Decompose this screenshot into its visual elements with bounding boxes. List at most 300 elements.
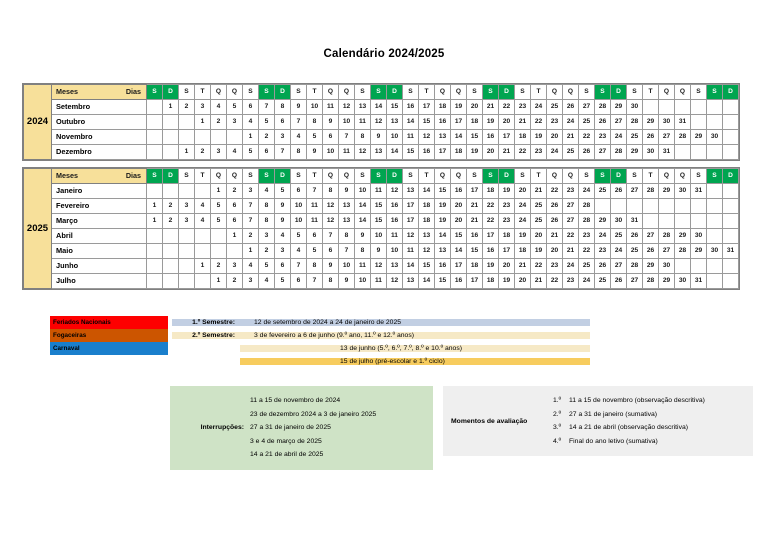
empty-cell — [675, 100, 691, 115]
evaluation-panel — [443, 386, 753, 456]
empty-cell — [675, 214, 691, 229]
day-cell: 11 — [355, 259, 371, 274]
calendar-block-2024 — [22, 83, 740, 161]
day-cell: 21 — [531, 274, 547, 289]
day-cell: 24 — [531, 100, 547, 115]
day-cell: 6 — [307, 229, 323, 244]
day-cell: 27 — [595, 145, 611, 160]
day-cell: 14 — [371, 100, 387, 115]
month-name: Novembro — [52, 130, 147, 145]
day-cell: 9 — [307, 145, 323, 160]
day-cell: 30 — [675, 184, 691, 199]
month-row — [24, 214, 739, 229]
day-cell: 25 — [595, 274, 611, 289]
day-cell: 10 — [371, 229, 387, 244]
day-cell: 20 — [547, 130, 563, 145]
day-cell: 19 — [515, 229, 531, 244]
day-cell: 22 — [483, 214, 499, 229]
day-cell: 27 — [627, 274, 643, 289]
header-dias-label: Dias — [125, 87, 141, 96]
day-cell: 12 — [355, 145, 371, 160]
day-cell: 7 — [323, 229, 339, 244]
day-cell: 15 — [467, 130, 483, 145]
day-cell: 1 — [179, 145, 195, 160]
empty-cell — [723, 184, 739, 199]
day-cell: 15 — [387, 100, 403, 115]
day-cell: 10 — [355, 274, 371, 289]
interruption-item-3: 3 e 4 de março de 2025 — [250, 437, 322, 445]
day-cell: 7 — [243, 199, 259, 214]
day-cell: 19 — [483, 259, 499, 274]
month-row — [24, 115, 739, 130]
day-cell: 12 — [371, 259, 387, 274]
empty-cell — [723, 214, 739, 229]
day-cell: 22 — [499, 100, 515, 115]
day-cell: 2 — [211, 115, 227, 130]
day-cell: 16 — [467, 229, 483, 244]
day-cell: 26 — [643, 130, 659, 145]
day-cell: 20 — [451, 199, 467, 214]
day-cell: 4 — [275, 229, 291, 244]
day-cell: 25 — [547, 100, 563, 115]
empty-cell — [659, 214, 675, 229]
day-cell: 6 — [243, 100, 259, 115]
weekday-header-11: Q — [323, 169, 339, 184]
day-cell: 3 — [227, 259, 243, 274]
empty-cell — [163, 130, 179, 145]
day-cell: 16 — [387, 214, 403, 229]
weekday-header-17: T — [419, 85, 435, 100]
weekday-header-13: S — [355, 85, 371, 100]
day-cell: 13 — [339, 214, 355, 229]
weekday-header-20: S — [467, 169, 483, 184]
day-cell: 19 — [435, 199, 451, 214]
day-cell: 27 — [579, 100, 595, 115]
day-cell: 19 — [499, 274, 515, 289]
day-cell: 30 — [659, 259, 675, 274]
day-cell: 3 — [275, 244, 291, 259]
day-cell: 1 — [195, 259, 211, 274]
day-cell: 28 — [659, 229, 675, 244]
weekday-header-9: S — [291, 85, 307, 100]
weekday-header-30: S — [627, 85, 643, 100]
weekday-header-10: T — [307, 169, 323, 184]
day-cell: 28 — [595, 100, 611, 115]
day-cell: 9 — [371, 244, 387, 259]
day-cell: 9 — [371, 130, 387, 145]
weekday-header-30: S — [627, 169, 643, 184]
day-cell: 9 — [339, 184, 355, 199]
day-cell: 5 — [307, 244, 323, 259]
empty-cell — [723, 274, 739, 289]
day-cell: 18 — [515, 130, 531, 145]
day-cell: 17 — [403, 199, 419, 214]
day-cell: 26 — [563, 100, 579, 115]
semester-value: 12 de setembro de 2024 a 24 de janeiro de 2025 — [240, 319, 590, 326]
empty-cell — [707, 199, 723, 214]
weekday-header-8: D — [275, 169, 291, 184]
day-cell: 25 — [531, 199, 547, 214]
weekday-header-28: S — [595, 85, 611, 100]
day-cell: 17 — [451, 115, 467, 130]
empty-cell — [147, 274, 163, 289]
day-cell: 30 — [643, 145, 659, 160]
empty-cell — [691, 100, 707, 115]
weekday-header-27: S — [579, 169, 595, 184]
day-cell: 21 — [547, 229, 563, 244]
empty-cell — [179, 130, 195, 145]
day-cell: 8 — [355, 244, 371, 259]
day-cell: 17 — [419, 100, 435, 115]
day-cell: 19 — [531, 244, 547, 259]
day-cell: 12 — [323, 199, 339, 214]
day-cell: 4 — [243, 115, 259, 130]
weekday-header-14: S — [371, 169, 387, 184]
day-cell: 1 — [147, 199, 163, 214]
day-cell: 24 — [563, 259, 579, 274]
day-cell: 21 — [563, 244, 579, 259]
day-cell: 16 — [435, 115, 451, 130]
day-cell: 29 — [691, 244, 707, 259]
month-name: Janeiro — [52, 184, 147, 199]
empty-cell — [211, 130, 227, 145]
header-meses-label: Meses — [56, 87, 78, 96]
day-cell: 22 — [563, 229, 579, 244]
day-cell: 18 — [435, 100, 451, 115]
day-cell: 15 — [467, 244, 483, 259]
weekday-header-7: S — [259, 169, 275, 184]
day-cell: 18 — [451, 145, 467, 160]
day-cell: 14 — [419, 274, 435, 289]
month-row — [24, 145, 739, 160]
day-cell: 6 — [227, 199, 243, 214]
header-dias-label: Dias — [125, 171, 141, 180]
day-cell: 1 — [227, 229, 243, 244]
day-cell: 28 — [579, 199, 595, 214]
day-cell: 16 — [483, 244, 499, 259]
day-cell: 23 — [547, 259, 563, 274]
semester-label: 2.º Semestre: — [172, 332, 240, 339]
day-cell: 9 — [339, 274, 355, 289]
weekday-header-16: S — [403, 169, 419, 184]
evaluation-item-number: 3.º — [553, 424, 562, 431]
day-cell: 23 — [595, 130, 611, 145]
day-cell: 17 — [467, 184, 483, 199]
weekday-header-12: Q — [339, 169, 355, 184]
day-cell: 23 — [531, 145, 547, 160]
empty-cell — [723, 229, 739, 244]
empty-cell — [227, 244, 243, 259]
weekday-header-31: T — [643, 169, 659, 184]
empty-cell — [147, 229, 163, 244]
weekday-header-29: D — [611, 169, 627, 184]
day-cell: 5 — [275, 274, 291, 289]
day-cell: 9 — [323, 259, 339, 274]
evaluation-item-text: Final do ano letivo (sumativa) — [569, 437, 658, 445]
weekday-header-22: D — [499, 169, 515, 184]
day-cell: 27 — [643, 229, 659, 244]
weekday-header-33: Q — [675, 169, 691, 184]
day-cell: 9 — [323, 115, 339, 130]
day-cell: 30 — [611, 214, 627, 229]
day-cell: 7 — [275, 145, 291, 160]
empty-cell — [195, 274, 211, 289]
day-cell: 2 — [163, 214, 179, 229]
day-cell: 3 — [243, 184, 259, 199]
day-cell: 8 — [323, 184, 339, 199]
weekday-header-3: T — [195, 85, 211, 100]
day-cell: 2 — [227, 274, 243, 289]
day-cell: 24 — [515, 199, 531, 214]
day-cell: 20 — [467, 100, 483, 115]
day-cell: 16 — [451, 274, 467, 289]
day-cell: 30 — [707, 244, 723, 259]
weekday-header-6: S — [243, 169, 259, 184]
weekday-header-24: T — [531, 169, 547, 184]
day-cell: 31 — [659, 145, 675, 160]
month-row — [24, 184, 739, 199]
weekday-header-4: Q — [211, 85, 227, 100]
empty-cell — [611, 199, 627, 214]
day-cell: 20 — [547, 244, 563, 259]
day-cell: 4 — [291, 244, 307, 259]
empty-cell — [163, 115, 179, 130]
empty-cell — [227, 130, 243, 145]
day-cell: 27 — [563, 214, 579, 229]
day-cell: 4 — [195, 214, 211, 229]
day-cell: 4 — [259, 184, 275, 199]
weekday-header-5: Q — [227, 85, 243, 100]
day-cell: 31 — [691, 274, 707, 289]
day-cell: 10 — [339, 115, 355, 130]
empty-cell — [707, 100, 723, 115]
day-cell: 10 — [339, 259, 355, 274]
weekday-header-18: Q — [435, 85, 451, 100]
day-cell: 28 — [675, 244, 691, 259]
day-cell: 9 — [291, 100, 307, 115]
semester-row-1 — [172, 329, 590, 342]
day-cell: 19 — [531, 130, 547, 145]
day-cell: 8 — [259, 214, 275, 229]
empty-cell — [147, 184, 163, 199]
day-cell: 2 — [243, 229, 259, 244]
day-cell: 30 — [675, 274, 691, 289]
weekday-header-24: T — [531, 85, 547, 100]
day-cell: 28 — [675, 130, 691, 145]
day-cell: 26 — [595, 259, 611, 274]
evaluation-item-text: 27 a 31 de janeiro (sumativa) — [569, 410, 658, 418]
day-cell: 5 — [291, 229, 307, 244]
empty-cell — [195, 130, 211, 145]
day-cell: 10 — [387, 130, 403, 145]
day-cell: 5 — [259, 259, 275, 274]
day-cell: 18 — [483, 184, 499, 199]
day-cell: 22 — [579, 130, 595, 145]
day-cell: 22 — [531, 259, 547, 274]
day-cell: 15 — [419, 115, 435, 130]
day-cell: 11 — [403, 244, 419, 259]
day-cell: 24 — [579, 184, 595, 199]
day-cell: 15 — [435, 274, 451, 289]
weekday-header-11: Q — [323, 85, 339, 100]
weekday-header-35: S — [707, 169, 723, 184]
evaluation-item-number: 2.º — [553, 410, 562, 418]
weekday-header-4: Q — [211, 169, 227, 184]
day-cell: 2 — [195, 145, 211, 160]
day-cell: 28 — [579, 214, 595, 229]
day-cell: 13 — [371, 145, 387, 160]
day-cell: 24 — [611, 244, 627, 259]
day-cell: 3 — [179, 199, 195, 214]
day-cell: 25 — [531, 214, 547, 229]
day-cell: 21 — [499, 145, 515, 160]
day-cell: 29 — [627, 145, 643, 160]
day-cell: 13 — [435, 244, 451, 259]
day-cell: 30 — [707, 130, 723, 145]
day-cell: 4 — [291, 130, 307, 145]
weekday-header-36: D — [723, 169, 739, 184]
weekday-header-20: S — [467, 85, 483, 100]
day-cell: 24 — [515, 214, 531, 229]
day-cell: 2 — [227, 184, 243, 199]
day-cell: 16 — [483, 130, 499, 145]
day-cell: 29 — [659, 184, 675, 199]
empty-cell — [147, 100, 163, 115]
evaluation-item-1 — [553, 408, 753, 422]
weekday-header-7: S — [259, 85, 275, 100]
empty-cell — [211, 244, 227, 259]
day-cell: 11 — [323, 100, 339, 115]
weekday-header-33: Q — [675, 85, 691, 100]
day-cell: 22 — [531, 115, 547, 130]
evaluation-item-number: 1.º — [553, 397, 562, 404]
day-cell: 13 — [387, 259, 403, 274]
day-cell: 1 — [195, 115, 211, 130]
empty-cell — [723, 115, 739, 130]
weekday-header-23: S — [515, 85, 531, 100]
empty-cell — [723, 145, 739, 160]
day-cell: 1 — [211, 184, 227, 199]
day-cell: 3 — [259, 229, 275, 244]
day-cell: 9 — [275, 214, 291, 229]
month-name: Março — [52, 214, 147, 229]
day-cell: 6 — [291, 184, 307, 199]
day-cell: 5 — [259, 115, 275, 130]
day-cell: 4 — [243, 259, 259, 274]
day-cell: 27 — [611, 259, 627, 274]
day-cell: 26 — [547, 214, 563, 229]
weekday-header-6: S — [243, 85, 259, 100]
day-cell: 1 — [147, 214, 163, 229]
day-cell: 12 — [419, 130, 435, 145]
weekday-header-21: S — [483, 85, 499, 100]
day-cell: 10 — [291, 214, 307, 229]
weekday-header-17: T — [419, 169, 435, 184]
month-name: Dezembro — [52, 145, 147, 160]
day-cell: 29 — [675, 229, 691, 244]
day-cell: 11 — [371, 274, 387, 289]
weekday-header-27: S — [579, 85, 595, 100]
day-cell: 22 — [547, 184, 563, 199]
weekday-header-19: Q — [451, 85, 467, 100]
weekday-header-34: S — [691, 169, 707, 184]
day-cell: 8 — [339, 229, 355, 244]
empty-cell — [147, 145, 163, 160]
weekday-header-15: D — [387, 85, 403, 100]
legend-item-2: Carnaval — [50, 342, 168, 355]
day-cell: 2 — [259, 244, 275, 259]
weekday-header-16: S — [403, 85, 419, 100]
day-cell: 28 — [627, 115, 643, 130]
empty-cell — [179, 229, 195, 244]
weekday-header-19: Q — [451, 169, 467, 184]
calendar-table-2025 — [23, 168, 739, 289]
day-cell: 14 — [451, 244, 467, 259]
evaluation-item-2 — [553, 421, 753, 435]
day-cell: 6 — [323, 244, 339, 259]
day-cell: 11 — [387, 229, 403, 244]
day-cell: 24 — [611, 130, 627, 145]
day-cell: 15 — [403, 145, 419, 160]
empty-cell — [179, 184, 195, 199]
day-cell: 16 — [435, 259, 451, 274]
day-cell: 26 — [627, 229, 643, 244]
month-row — [24, 244, 739, 259]
day-cell: 25 — [563, 145, 579, 160]
weekday-header-23: S — [515, 169, 531, 184]
month-row — [24, 274, 739, 289]
day-cell: 29 — [643, 115, 659, 130]
weekday-header-14: S — [371, 85, 387, 100]
day-cell: 14 — [355, 214, 371, 229]
interruption-item-4: 14 a 21 de abril de 2025 — [250, 451, 324, 458]
empty-cell — [723, 130, 739, 145]
day-cell: 3 — [211, 145, 227, 160]
header-meses-dias — [52, 85, 147, 100]
day-cell: 18 — [467, 259, 483, 274]
day-cell: 7 — [307, 184, 323, 199]
day-cell: 23 — [515, 100, 531, 115]
weekday-header-2: S — [179, 85, 195, 100]
weekday-header-1: D — [163, 85, 179, 100]
day-cell: 21 — [531, 184, 547, 199]
day-cell: 12 — [323, 214, 339, 229]
day-cell: 15 — [371, 199, 387, 214]
day-cell: 29 — [659, 274, 675, 289]
empty-cell — [659, 100, 675, 115]
semester-value: 13 de junho (5.º, 6.º, 7.º, 8.º e 10.º anos) — [240, 345, 590, 352]
day-cell: 21 — [467, 199, 483, 214]
day-cell: 23 — [595, 244, 611, 259]
weekday-header-18: Q — [435, 169, 451, 184]
day-cell: 19 — [467, 145, 483, 160]
day-cell: 22 — [515, 145, 531, 160]
day-cell: 17 — [435, 145, 451, 160]
empty-cell — [707, 274, 723, 289]
day-cell: 8 — [291, 145, 307, 160]
month-name: Abril — [52, 229, 147, 244]
month-row — [24, 130, 739, 145]
day-cell: 12 — [387, 184, 403, 199]
day-cell: 3 — [243, 274, 259, 289]
day-cell: 26 — [611, 184, 627, 199]
day-cell: 26 — [595, 115, 611, 130]
day-cell: 22 — [579, 244, 595, 259]
day-cell: 15 — [451, 229, 467, 244]
day-cell: 25 — [595, 184, 611, 199]
day-cell: 2 — [163, 199, 179, 214]
day-cell: 10 — [323, 145, 339, 160]
